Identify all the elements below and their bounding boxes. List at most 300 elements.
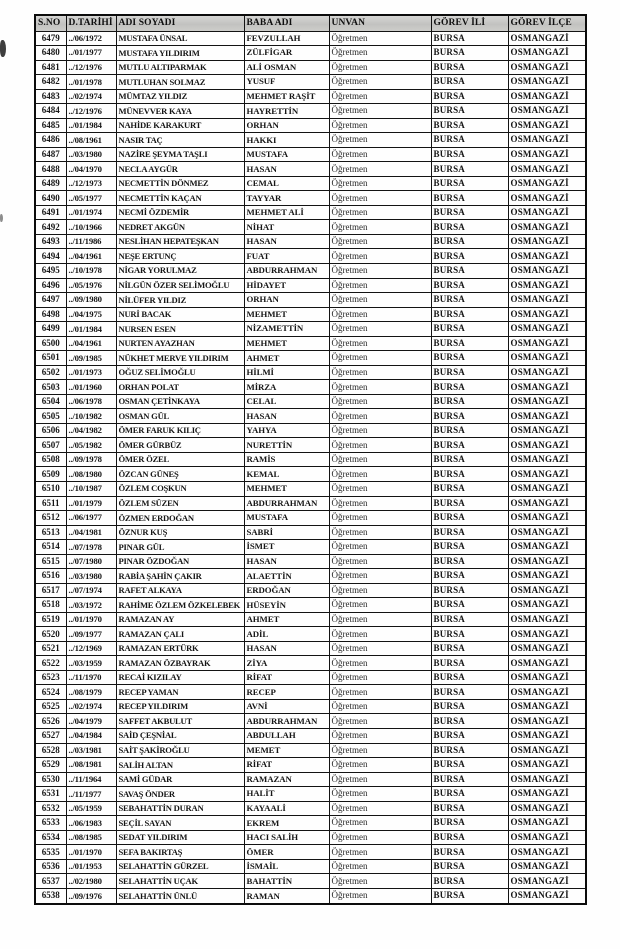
cell-district: OSMANGAZİ (508, 758, 586, 773)
cell-district: OSMANGAZİ (508, 220, 586, 235)
cell-serial-no: 6500 (35, 336, 66, 351)
cell-serial-no: 6492 (35, 220, 66, 235)
cell-full-name: RAMAZAN ERTÜRK (116, 641, 244, 656)
cell-title: Öğretmen (329, 525, 431, 540)
cell-serial-no: 6518 (35, 598, 66, 613)
cell-birth-date: ../01/1970 (66, 845, 116, 860)
cell-full-name: RABİA ŞAHİN ÇAKIR (116, 569, 244, 584)
cell-province: BURSA (431, 598, 508, 613)
cell-full-name: NAHİDE KARAKURT (116, 118, 244, 133)
cell-birth-date: ../08/1961 (66, 133, 116, 148)
cell-title: Öğretmen (329, 816, 431, 831)
cell-title: Öğretmen (329, 685, 431, 700)
cell-title: Öğretmen (329, 293, 431, 308)
cell-district: OSMANGAZİ (508, 409, 586, 424)
cell-father-name: HACI SALİH (244, 830, 329, 845)
cell-birth-date: ../05/1976 (66, 278, 116, 293)
cell-district: OSMANGAZİ (508, 699, 586, 714)
cell-father-name: HALİT (244, 787, 329, 802)
column-header-district: GÖREV İLÇE (508, 15, 586, 31)
table-row (35, 569, 586, 584)
table-row (35, 234, 586, 249)
cell-serial-no: 6501 (35, 351, 66, 366)
cell-full-name: MÜMTAZ YILDIZ (116, 89, 244, 104)
cell-title: Öğretmen (329, 191, 431, 206)
table-row (35, 75, 586, 90)
cell-title: Öğretmen (329, 670, 431, 685)
table-row (35, 670, 586, 685)
cell-title: Öğretmen (329, 394, 431, 409)
cell-title: Öğretmen (329, 75, 431, 90)
cell-province: BURSA (431, 264, 508, 279)
table-row (35, 278, 586, 293)
cell-full-name: MÜNEVVER KAYA (116, 104, 244, 119)
cell-full-name: SAFFET AKBULUT (116, 714, 244, 729)
cell-province: BURSA (431, 743, 508, 758)
cell-serial-no: 6535 (35, 845, 66, 860)
cell-father-name: MEMET (244, 743, 329, 758)
cell-district: OSMANGAZİ (508, 423, 586, 438)
cell-birth-date: ../01/1974 (66, 205, 116, 220)
cell-title: Öğretmen (329, 264, 431, 279)
cell-serial-no: 6487 (35, 147, 66, 162)
cell-birth-date: ../04/1981 (66, 525, 116, 540)
cell-district: OSMANGAZİ (508, 278, 586, 293)
table-row (35, 46, 586, 61)
cell-father-name: ABDULLAH (244, 729, 329, 744)
cell-father-name: MİRZA (244, 380, 329, 395)
cell-province: BURSA (431, 656, 508, 671)
cell-birth-date: ../09/1977 (66, 627, 116, 642)
cell-title: Öğretmen (329, 656, 431, 671)
cell-full-name: NECMİ ÖZDEMİR (116, 205, 244, 220)
table-row (35, 118, 586, 133)
cell-district: OSMANGAZİ (508, 787, 586, 802)
cell-birth-date: ../04/1961 (66, 336, 116, 351)
table-row (35, 583, 586, 598)
cell-province: BURSA (431, 699, 508, 714)
cell-district: OSMANGAZİ (508, 888, 586, 904)
cell-province: BURSA (431, 46, 508, 61)
cell-title: Öğretmen (329, 365, 431, 380)
cell-birth-date: ../04/1979 (66, 714, 116, 729)
cell-serial-no: 6490 (35, 191, 66, 206)
cell-full-name: NASIR TAÇ (116, 133, 244, 148)
table-row (35, 394, 586, 409)
cell-title: Öğretmen (329, 467, 431, 482)
cell-province: BURSA (431, 60, 508, 75)
cell-father-name: NİZAMETTİN (244, 322, 329, 337)
cell-birth-date: ../03/1959 (66, 656, 116, 671)
table-row (35, 133, 586, 148)
cell-serial-no: 6484 (35, 104, 66, 119)
cell-father-name: ZİYA (244, 656, 329, 671)
cell-district: OSMANGAZİ (508, 394, 586, 409)
cell-father-name: MUSTAFA (244, 511, 329, 526)
cell-father-name: RECEP (244, 685, 329, 700)
cell-district: OSMANGAZİ (508, 685, 586, 700)
table-row (35, 293, 586, 308)
cell-birth-date: ../04/1984 (66, 729, 116, 744)
cell-district: OSMANGAZİ (508, 60, 586, 75)
cell-serial-no: 6497 (35, 293, 66, 308)
cell-father-name: NİHAT (244, 220, 329, 235)
cell-province: BURSA (431, 612, 508, 627)
cell-birth-date: ../04/1961 (66, 249, 116, 264)
cell-father-name: HASAN (244, 641, 329, 656)
cell-serial-no: 6520 (35, 627, 66, 642)
cell-serial-no: 6498 (35, 307, 66, 322)
cell-full-name: NECMETTİN KAÇAN (116, 191, 244, 206)
table-row (35, 874, 586, 889)
cell-province: BURSA (431, 569, 508, 584)
cell-father-name: KAYAALİ (244, 801, 329, 816)
cell-province: BURSA (431, 205, 508, 220)
cell-full-name: SAVAŞ ÖNDER (116, 787, 244, 802)
cell-full-name: SELAHATTİN UÇAK (116, 874, 244, 889)
cell-province: BURSA (431, 685, 508, 700)
cell-title: Öğretmen (329, 641, 431, 656)
cell-title: Öğretmen (329, 481, 431, 496)
cell-serial-no: 6489 (35, 176, 66, 191)
table-row (35, 176, 586, 191)
cell-father-name: RAMİS (244, 452, 329, 467)
cell-birth-date: ../11/1986 (66, 234, 116, 249)
cell-father-name: MEHMET (244, 307, 329, 322)
cell-province: BURSA (431, 641, 508, 656)
cell-serial-no: 6494 (35, 249, 66, 264)
cell-father-name: HÜSEYİN (244, 598, 329, 613)
cell-serial-no: 6507 (35, 438, 66, 453)
cell-serial-no: 6533 (35, 816, 66, 831)
cell-title: Öğretmen (329, 627, 431, 642)
cell-serial-no: 6506 (35, 423, 66, 438)
cell-district: OSMANGAZİ (508, 467, 586, 482)
cell-father-name: HASAN (244, 234, 329, 249)
cell-full-name: PINAR ÖZDOĞAN (116, 554, 244, 569)
cell-full-name: ÖZMEN ERDOĞAN (116, 511, 244, 526)
cell-birth-date: ../12/1973 (66, 176, 116, 191)
cell-father-name: KEMAL (244, 467, 329, 482)
cell-birth-date: ../01/1984 (66, 118, 116, 133)
cell-birth-date: ../12/1976 (66, 60, 116, 75)
cell-serial-no: 6483 (35, 89, 66, 104)
cell-title: Öğretmen (329, 569, 431, 584)
cell-district: OSMANGAZİ (508, 670, 586, 685)
cell-birth-date: ../07/1978 (66, 540, 116, 555)
cell-father-name: RAMAZAN (244, 772, 329, 787)
cell-district: OSMANGAZİ (508, 801, 586, 816)
table-row (35, 859, 586, 874)
cell-title: Öğretmen (329, 598, 431, 613)
cell-father-name: YAHYA (244, 423, 329, 438)
table-row (35, 191, 586, 206)
cell-serial-no: 6504 (35, 394, 66, 409)
cell-full-name: NEDRET AKGÜN (116, 220, 244, 235)
cell-birth-date: ../08/1985 (66, 830, 116, 845)
cell-province: BURSA (431, 89, 508, 104)
table-header (35, 15, 586, 31)
cell-full-name: RAHİME ÖZLEM ÖZKELEBEK (116, 598, 244, 613)
cell-full-name: RECEP YAMAN (116, 685, 244, 700)
table-row (35, 31, 586, 46)
cell-district: OSMANGAZİ (508, 89, 586, 104)
cell-province: BURSA (431, 293, 508, 308)
cell-province: BURSA (431, 801, 508, 816)
table-row (35, 699, 586, 714)
cell-full-name: NİLÜFER YILDIZ (116, 293, 244, 308)
cell-title: Öğretmen (329, 612, 431, 627)
cell-birth-date: ../01/1953 (66, 859, 116, 874)
cell-full-name: RECAİ KIZILAY (116, 670, 244, 685)
cell-father-name: ZÜLFİGAR (244, 46, 329, 61)
cell-birth-date: ../09/1980 (66, 293, 116, 308)
table-row (35, 598, 586, 613)
cell-father-name: İSMAİL (244, 859, 329, 874)
cell-serial-no: 6485 (35, 118, 66, 133)
cell-full-name: ÖZCAN GÜNEŞ (116, 467, 244, 482)
cell-full-name: SAİT ŞAKİROĞLU (116, 743, 244, 758)
cell-full-name: NEŞE ERTUNÇ (116, 249, 244, 264)
cell-province: BURSA (431, 525, 508, 540)
cell-province: BURSA (431, 118, 508, 133)
cell-province: BURSA (431, 133, 508, 148)
cell-birth-date: ../04/1982 (66, 423, 116, 438)
personnel-table (34, 14, 587, 905)
cell-serial-no: 6529 (35, 758, 66, 773)
cell-district: OSMANGAZİ (508, 322, 586, 337)
cell-father-name: BAHATTİN (244, 874, 329, 889)
cell-title: Öğretmen (329, 801, 431, 816)
cell-father-name: ORHAN (244, 118, 329, 133)
cell-serial-no: 6522 (35, 656, 66, 671)
table-row (35, 540, 586, 555)
cell-full-name: RAMAZAN ÖZBAYRAK (116, 656, 244, 671)
cell-district: OSMANGAZİ (508, 162, 586, 177)
cell-birth-date: ../11/1977 (66, 787, 116, 802)
cell-full-name: RAMAZAN ÇALI (116, 627, 244, 642)
cell-father-name: HASAN (244, 554, 329, 569)
cell-serial-no: 6491 (35, 205, 66, 220)
cell-serial-no: 6509 (35, 467, 66, 482)
cell-district: OSMANGAZİ (508, 351, 586, 366)
cell-full-name: SALİH ALTAN (116, 758, 244, 773)
cell-province: BURSA (431, 249, 508, 264)
cell-title: Öğretmen (329, 351, 431, 366)
cell-full-name: ÖZLEM SÜZEN (116, 496, 244, 511)
cell-full-name: MUTLUHAN SOLMAZ (116, 75, 244, 90)
cell-father-name: RAMAN (244, 888, 329, 904)
cell-province: BURSA (431, 816, 508, 831)
cell-full-name: ÖMER ÖZEL (116, 452, 244, 467)
cell-birth-date: ../03/1980 (66, 569, 116, 584)
table-row (35, 525, 586, 540)
cell-district: OSMANGAZİ (508, 569, 586, 584)
cell-serial-no: 6481 (35, 60, 66, 75)
cell-district: OSMANGAZİ (508, 830, 586, 845)
cell-serial-no: 6532 (35, 801, 66, 816)
cell-province: BURSA (431, 467, 508, 482)
cell-province: BURSA (431, 540, 508, 555)
cell-title: Öğretmen (329, 699, 431, 714)
cell-province: BURSA (431, 481, 508, 496)
cell-district: OSMANGAZİ (508, 481, 586, 496)
cell-birth-date: ../02/1974 (66, 699, 116, 714)
cell-province: BURSA (431, 307, 508, 322)
cell-title: Öğretmen (329, 104, 431, 119)
cell-birth-date: ../10/1966 (66, 220, 116, 235)
cell-title: Öğretmen (329, 758, 431, 773)
cell-province: BURSA (431, 409, 508, 424)
cell-full-name: SELAHATTİN GÜRZEL (116, 859, 244, 874)
cell-birth-date: ../06/1977 (66, 511, 116, 526)
cell-title: Öğretmen (329, 220, 431, 235)
cell-birth-date: ../07/1974 (66, 583, 116, 598)
cell-province: BURSA (431, 336, 508, 351)
cell-province: BURSA (431, 714, 508, 729)
cell-birth-date: ../01/1979 (66, 496, 116, 511)
cell-district: OSMANGAZİ (508, 772, 586, 787)
table-row (35, 554, 586, 569)
cell-father-name: AHMET (244, 351, 329, 366)
cell-full-name: OSMAN GÜL (116, 409, 244, 424)
table-row (35, 380, 586, 395)
cell-district: OSMANGAZİ (508, 540, 586, 555)
cell-province: BURSA (431, 394, 508, 409)
cell-title: Öğretmen (329, 729, 431, 744)
table-row (35, 511, 586, 526)
cell-full-name: ÖMER FARUK KILIÇ (116, 423, 244, 438)
cell-father-name: ABDURRAHMAN (244, 264, 329, 279)
cell-full-name: SEFA BAKIRTAŞ (116, 845, 244, 860)
cell-birth-date: ../10/1982 (66, 409, 116, 424)
column-header-serial-no: S.NO (35, 15, 66, 31)
cell-title: Öğretmen (329, 162, 431, 177)
cell-province: BURSA (431, 511, 508, 526)
cell-province: BURSA (431, 583, 508, 598)
cell-district: OSMANGAZİ (508, 583, 586, 598)
table-row (35, 104, 586, 119)
cell-birth-date: ../06/1983 (66, 816, 116, 831)
cell-full-name: SAİD ÇEŞNİAL (116, 729, 244, 744)
cell-district: OSMANGAZİ (508, 627, 586, 642)
cell-district: OSMANGAZİ (508, 598, 586, 613)
cell-district: OSMANGAZİ (508, 874, 586, 889)
cell-birth-date: ../09/1978 (66, 452, 116, 467)
cell-district: OSMANGAZİ (508, 525, 586, 540)
cell-district: OSMANGAZİ (508, 816, 586, 831)
cell-father-name: CEMAL (244, 176, 329, 191)
cell-father-name: ADİL (244, 627, 329, 642)
cell-title: Öğretmen (329, 554, 431, 569)
cell-birth-date: ../08/1980 (66, 467, 116, 482)
cell-birth-date: ../09/1976 (66, 888, 116, 904)
table-row (35, 205, 586, 220)
cell-birth-date: ../04/1970 (66, 162, 116, 177)
cell-title: Öğretmen (329, 60, 431, 75)
table-row (35, 322, 586, 337)
cell-birth-date: ../05/1959 (66, 801, 116, 816)
cell-district: OSMANGAZİ (508, 31, 586, 46)
cell-district: OSMANGAZİ (508, 554, 586, 569)
table-row (35, 147, 586, 162)
table-row (35, 743, 586, 758)
cell-title: Öğretmen (329, 133, 431, 148)
cell-birth-date: ../10/1987 (66, 481, 116, 496)
cell-full-name: MUTLU ALTIPARMAK (116, 60, 244, 75)
cell-province: BURSA (431, 758, 508, 773)
cell-father-name: HİDAYET (244, 278, 329, 293)
cell-province: BURSA (431, 176, 508, 191)
cell-birth-date: ../05/1982 (66, 438, 116, 453)
cell-serial-no: 6525 (35, 699, 66, 714)
cell-birth-date: ../01/1978 (66, 75, 116, 90)
cell-title: Öğretmen (329, 249, 431, 264)
cell-district: OSMANGAZİ (508, 249, 586, 264)
cell-district: OSMANGAZİ (508, 612, 586, 627)
cell-serial-no: 6524 (35, 685, 66, 700)
table-row (35, 656, 586, 671)
cell-province: BURSA (431, 496, 508, 511)
cell-father-name: SABRİ (244, 525, 329, 540)
cell-serial-no: 6502 (35, 365, 66, 380)
table-row (35, 220, 586, 235)
cell-serial-no: 6536 (35, 859, 66, 874)
cell-father-name: TAYYAR (244, 191, 329, 206)
cell-district: OSMANGAZİ (508, 104, 586, 119)
cell-father-name: FEVZULLAH (244, 31, 329, 46)
cell-full-name: RAMAZAN AY (116, 612, 244, 627)
cell-province: BURSA (431, 322, 508, 337)
cell-father-name: ABDURRAHMAN (244, 496, 329, 511)
cell-province: BURSA (431, 75, 508, 90)
cell-province: BURSA (431, 627, 508, 642)
cell-father-name: MUSTAFA (244, 147, 329, 162)
cell-birth-date: ../01/1977 (66, 46, 116, 61)
cell-father-name: YUSUF (244, 75, 329, 90)
cell-father-name: HAKKI (244, 133, 329, 148)
cell-serial-no: 6528 (35, 743, 66, 758)
table-row (35, 758, 586, 773)
cell-serial-no: 6488 (35, 162, 66, 177)
cell-birth-date: ../03/1981 (66, 743, 116, 758)
cell-serial-no: 6527 (35, 729, 66, 744)
cell-serial-no: 6512 (35, 511, 66, 526)
cell-district: OSMANGAZİ (508, 859, 586, 874)
cell-full-name: RECEP YILDIRIM (116, 699, 244, 714)
cell-full-name: ORHAN POLAT (116, 380, 244, 395)
table-body (35, 31, 586, 904)
cell-father-name: AVNİ (244, 699, 329, 714)
cell-district: OSMANGAZİ (508, 365, 586, 380)
cell-province: BURSA (431, 845, 508, 860)
cell-father-name: AHMET (244, 612, 329, 627)
cell-full-name: NURSEN ESEN (116, 322, 244, 337)
table-row (35, 249, 586, 264)
cell-district: OSMANGAZİ (508, 264, 586, 279)
scan-artifact (0, 40, 6, 57)
cell-province: BURSA (431, 162, 508, 177)
cell-serial-no: 6480 (35, 46, 66, 61)
cell-serial-no: 6521 (35, 641, 66, 656)
cell-district: OSMANGAZİ (508, 75, 586, 90)
cell-district: OSMANGAZİ (508, 293, 586, 308)
cell-serial-no: 6517 (35, 583, 66, 598)
cell-province: BURSA (431, 452, 508, 467)
cell-birth-date: ../12/1976 (66, 104, 116, 119)
table-row (35, 365, 586, 380)
cell-full-name: NECMETTİN DÖNMEZ (116, 176, 244, 191)
